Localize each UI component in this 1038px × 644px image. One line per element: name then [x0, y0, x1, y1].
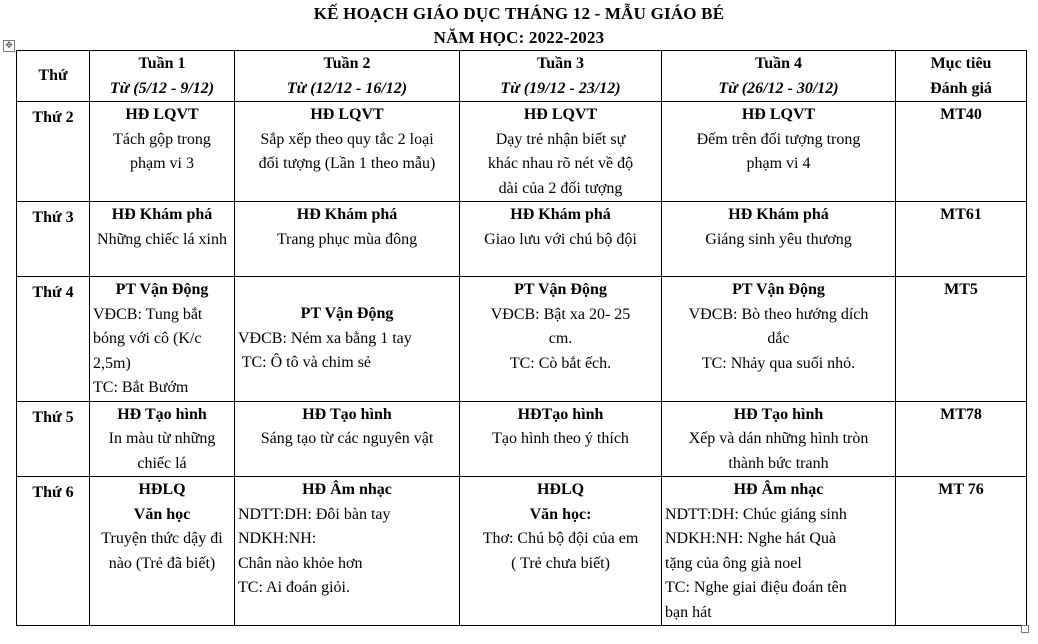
activity-cell: HĐLQ Văn học Truyện thức dậy đi nào (Trẻ đã biết): [90, 477, 235, 626]
day-column-header: Thứ: [17, 51, 90, 102]
activity-cell: HĐ Khám phá Giáng sinh yêu thương: [662, 202, 896, 277]
goal-cell: MT5: [896, 277, 1027, 402]
plan-table: [16, 50, 1027, 626]
activity-cell: HĐLQ Văn học: Thơ: Chú bộ đội của em ( Trẻ chưa biết): [460, 477, 662, 626]
move-anchor-icon[interactable]: ✥: [3, 40, 15, 52]
school-year-title: NĂM HỌC: 2022-2023: [433, 28, 605, 47]
table-row: [17, 477, 1027, 626]
day-cell: Thứ 6: [17, 477, 90, 626]
activity-cell: HĐ LQVT Đếm trên đối tượng trong phạm vi 4: [662, 102, 896, 202]
activity-cell: HĐ LQVT Sắp xếp theo quy tắc 2 loại đối tượng (Lần 1 theo mẫu): [235, 102, 460, 202]
table-row: [17, 401, 1027, 477]
activity-cell: HĐ Khám phá Trang phục mùa đông: [235, 202, 460, 277]
table-row: [17, 277, 1027, 402]
table-resize-handle[interactable]: [1021, 625, 1029, 633]
goal-cell: MT78: [896, 401, 1027, 477]
goal-cell: MT40: [896, 102, 1027, 202]
goal-cell: MT61: [896, 202, 1027, 277]
activity-cell: HĐ LQVT Tách gộp trong phạm vi 3: [90, 102, 235, 202]
week-1-header: Tuần 1 Từ (5/12 - 9/12): [90, 51, 235, 102]
header-row: [17, 51, 1027, 102]
week-4-header: Tuần 4 Từ (26/12 - 30/12): [662, 51, 896, 102]
activity-cell: PT Vận Động VĐCB: Bật xa 20- 25 cm. TC: Cò bắt ếch.: [460, 277, 662, 402]
goal-cell: MT 76: [896, 477, 1027, 626]
day-cell: Thứ 4: [17, 277, 90, 402]
activity-cell: HĐTạo hình Tạo hình theo ý thích: [460, 401, 662, 477]
day-cell: Thứ 3: [17, 202, 90, 277]
table-row: [17, 202, 1027, 277]
table-row: [17, 102, 1027, 202]
activity-cell: PT Vận Động VĐCB: Bò theo hướng dích dắc TC: Nhảy qua suối nhỏ.: [662, 277, 896, 402]
activity-cell: PT Vận Động VĐCB: Tung bắt bóng với cô (K/c 2,5m) TC: Bắt Bướm: [90, 277, 235, 402]
activity-cell: HĐ Tạo hình Sáng tạo từ các nguyên vật: [235, 401, 460, 477]
activity-cell: PT Vận Động VĐCB: Ném xa bằng 1 tay TC: Ô tô và chim sẻ: [235, 277, 460, 402]
day-cell: Thứ 2: [17, 102, 90, 202]
activity-cell: HĐ LQVT Dạy trẻ nhận biết sự khác nhau rõ nét về độ dài của 2 đối tượng: [460, 102, 662, 202]
activity-cell: HĐ Âm nhạc NDTT:DH: Chúc giáng sinh NDKH:NH: Nghe hát Quà tặng của ông già noel TC: Nghe giai điệu đoán tên bạn hát: [662, 477, 896, 626]
activity-cell: HĐ Tạo hình Xếp và dán những hình tròn thành bức tranh: [662, 401, 896, 477]
activity-cell: HĐ Âm nhạc NDTT:DH: Đôi bàn tay NDKH:NH: Chân nào khỏe hơn TC: Ai đoán giỏi.: [235, 477, 460, 626]
week-2-header: Tuần 2 Từ (12/12 - 16/12): [235, 51, 460, 102]
week-3-header: Tuần 3 Từ (19/12 - 23/12): [460, 51, 662, 102]
activity-cell: HĐ Khám phá Những chiếc lá xinh: [90, 202, 235, 277]
goal-column-header: Mục tiêu Đánh giá: [896, 51, 1027, 102]
document-title: KẾ HOẠCH GIÁO DỤC THÁNG 12 - MẪU GIÁO BÉ: [313, 4, 725, 23]
activity-cell: HĐ Khám phá Giao lưu với chú bộ đội: [460, 202, 662, 277]
day-cell: Thứ 5: [17, 401, 90, 477]
activity-cell: HĐ Tạo hình In màu từ những chiếc lá: [90, 401, 235, 477]
